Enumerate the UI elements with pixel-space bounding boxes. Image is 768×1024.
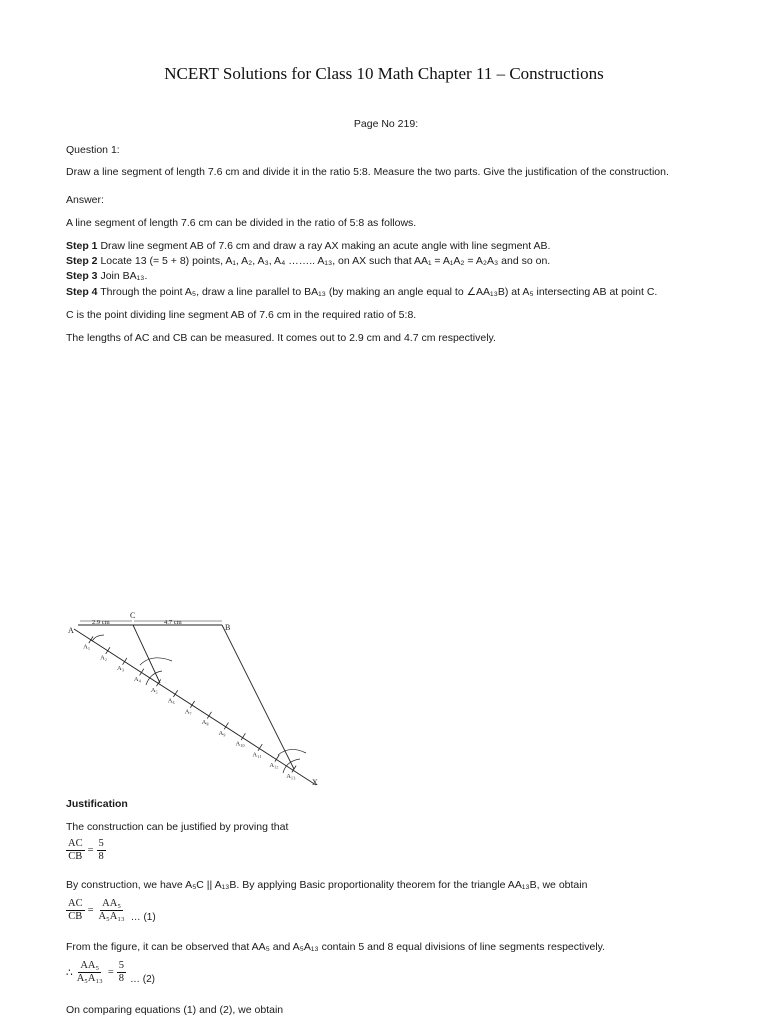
fraction-equation-2: $\frac{AC}{CB}$ = $\frac{\text{AA₅}}{\text{A₅A₁₃}}$ … (1) [68, 898, 156, 923]
page-title: NCERT Solutions for Class 10 Math Chapter 11 – Constructions [164, 64, 604, 83]
answer-label: Answer: [66, 194, 104, 206]
ray-ax [74, 629, 316, 785]
step-label: Step 1 [66, 240, 98, 252]
label-x: X [312, 778, 318, 787]
tick-mark [106, 647, 110, 654]
step-text: Locate 13 (= 5 + 8) points, A₁, A₂, A₃, A₄ …….. A₁₃, on AX such that AA₁ = A₁A₂ = A₂A₃ and so on. [100, 255, 551, 267]
point-label: A₆ [167, 697, 175, 705]
frac-den: CB [68, 911, 83, 922]
dimension-cb: 4.7 cm [164, 619, 182, 626]
frac-num: AC [68, 898, 83, 909]
construction-figure [0, 605, 768, 805]
frac-num: AC [68, 838, 83, 849]
point-label: A₁₂ [269, 762, 279, 770]
fraction-equation-3: ∴ $\frac{\text{AA₅}}{\text{A₅A₁₃}}$ = $\frac{5}{8}$ … (2) [66, 960, 156, 985]
point-label: A₁ [83, 643, 91, 651]
step-2 [66, 254, 706, 268]
point-label: A₅ [150, 686, 158, 694]
frac-rden: A₅A₁₃ [98, 911, 125, 922]
equation-tag: … (2) [130, 974, 156, 985]
step-3 [66, 269, 706, 283]
point-label: A₁₀ [235, 740, 245, 748]
point-label: A₄ [133, 675, 141, 683]
frac-num: AA₅ [80, 960, 100, 971]
point-label: A₉ [218, 729, 226, 737]
frac-rden: 8 [98, 851, 104, 862]
frac-rden: 8 [118, 973, 125, 984]
step-4 [66, 285, 706, 299]
tick-mark [89, 636, 93, 643]
answer-intro: A line segment of length 7.6 cm can be divided in the ratio of 5:8 as follows. [66, 217, 417, 229]
frac-rnum: AA₅ [102, 898, 121, 909]
step-text: Join BA₁₃. [100, 270, 148, 282]
frac-rnum: 5 [118, 960, 125, 971]
dimension-ac: 2.9 cm [92, 619, 110, 626]
line-c-a5 [133, 625, 160, 683]
frac-den: A₅A₁₃ [76, 973, 103, 984]
step-label: Step 3 [66, 270, 98, 282]
page-number: Page No 219: [353, 118, 419, 130]
fraction-equation-1: $\frac{AC}{CB}$ = $\frac{5}{8}$ [68, 838, 104, 862]
justification-intro: The construction can be justified by proving that [66, 821, 289, 833]
therefore-symbol: ∴ [66, 967, 73, 979]
figure-observation: From the figure, it can be observed that AA₅ and A₅A₁₃ contain 5 and 8 equal divisions of line segments respectively. [66, 941, 606, 953]
frac-den: CB [68, 851, 83, 862]
bpt-text: By construction, we have A₅C || A₁₃B. By applying Basic proportionality theorem for the triangle AA₁₃B, we obtain [66, 879, 588, 891]
question-text: Draw a line segment of length 7.6 cm and divide it in the ratio 5:8. Measure the two parts. Give the justification of the construction. [66, 166, 669, 178]
arc-a5 [140, 658, 172, 665]
point-label: A₁₃ [286, 772, 296, 780]
equation-tag: … (1) [130, 912, 156, 923]
label-b: B [225, 623, 231, 632]
arc-a13-b [283, 759, 300, 773]
justification-heading: Justification [66, 798, 128, 810]
tick-mark [123, 658, 127, 665]
comparing-text: On comparing equations (1) and (2), we obtain [66, 1004, 284, 1016]
point-label: A₈ [201, 719, 209, 727]
step-label: Step 2 [66, 255, 98, 267]
step-text: Draw line segment AB of 7.6 cm and draw a ray AX making an acute angle with line segment AB. [100, 240, 551, 252]
step-1 [66, 239, 706, 253]
point-label: A₁₁ [252, 751, 262, 759]
conclusion-text: C is the point dividing line segment AB of 7.6 cm in the required ratio of 5:8. [66, 309, 417, 321]
step-text: Through the point A₅, draw a line parallel to BA₁₃ (by making an angle equal to ∠AA₁₃B) at A₅ intersecting AB at point C. [100, 286, 658, 298]
point-label: A₃ [117, 665, 124, 673]
label-a: A [68, 626, 74, 635]
step-label: Step 4 [66, 286, 98, 298]
arc-a [92, 635, 104, 641]
point-label: A₇ [184, 708, 192, 716]
arc-a13 [278, 749, 306, 755]
lengths-text: The lengths of AC and CB can be measured. It comes out to 2.9 cm and 4.7 cm respectively. [66, 332, 496, 344]
frac-rnum: 5 [98, 838, 104, 849]
point-label: A₂ [100, 654, 108, 662]
question-label: Question 1: [66, 144, 120, 156]
label-c: C [130, 611, 136, 620]
